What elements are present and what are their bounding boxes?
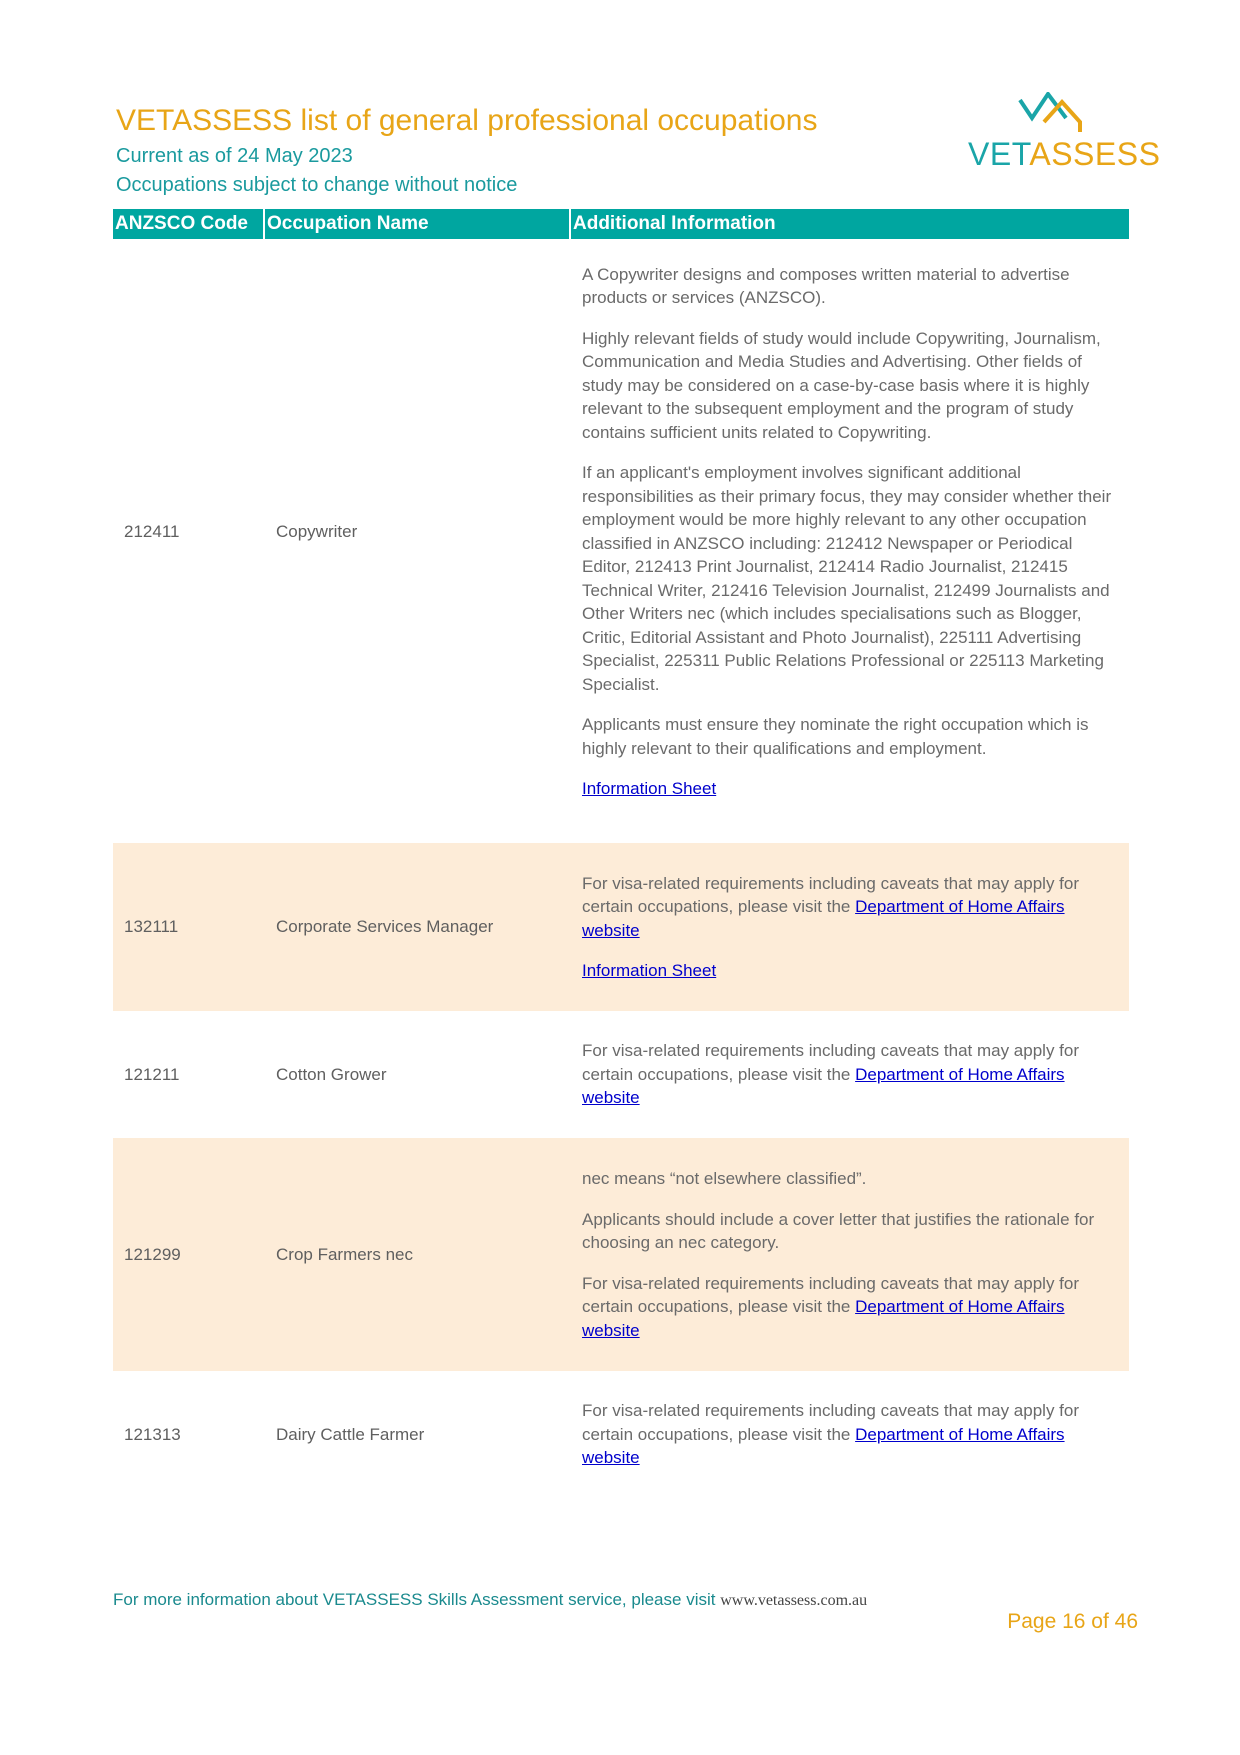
home-affairs-link[interactable]: Department of Home Affairs website bbox=[582, 897, 1065, 940]
home-affairs-link[interactable]: Department of Home Affairs website bbox=[582, 1424, 1065, 1468]
info-paragraph: Applicants must ensure they nominate the right occupation which is highly relevant to their qualifications and employment. bbox=[582, 715, 1089, 758]
occupation-name: Cotton Grower bbox=[276, 1064, 387, 1084]
info-paragraph: For visa-related requirements including caveats that may apply for certain occupations, please visit the Department of Home Affairs website bbox=[582, 1041, 1080, 1108]
occupation-name: Copywriter bbox=[276, 521, 358, 541]
column-header-name: Occupation Name bbox=[265, 209, 571, 239]
additional-info bbox=[571, 1039, 1129, 1110]
footer-note: For more information about VETASSESS Skills Assessment service, please visit www.vetassess.com.au bbox=[113, 1590, 868, 1609]
info-paragraph: A Copywriter designs and composes written material to advertise products or services (ANZSCO). bbox=[582, 264, 1070, 307]
info-paragraph: For visa-related requirements including caveats that may apply for certain occupations, please visit the Department of Home Affairs website bbox=[582, 1273, 1080, 1340]
table-row bbox=[113, 1011, 1129, 1138]
home-affairs-link[interactable]: Department of Home Affairs website bbox=[582, 1064, 1065, 1108]
table-row bbox=[113, 1371, 1129, 1498]
column-header-code: ANZSCO Code bbox=[113, 209, 265, 239]
anzsco-code: 121313 bbox=[124, 1424, 181, 1444]
subtitle-notice: Occupations subject to change without notice bbox=[116, 174, 518, 196]
page-number: Page 16 of 46 bbox=[1007, 1610, 1138, 1633]
occupation-name: Corporate Services Manager bbox=[276, 917, 494, 936]
information-sheet-link[interactable]: Information Sheet bbox=[582, 779, 717, 798]
logo-wordmark: VETASSESS bbox=[968, 136, 1161, 172]
table-row bbox=[113, 1138, 1129, 1371]
info-paragraph: If an applicant's employment involves significant additional responsibilities as their primary focus, they may consider whether their employment would be more highly relevant to any other occupation classified in ANZSCO including: 212412 Newspaper or Periodical Editor, 212413 Print Journalist, 212414 Radio Journalist, 212415 Technical Writer, 212416 Television Journalist, 212499 Journalists and Other Writers nec (which includes specialisations such as Blogger, Critic, Editorial Assistant and Photo Journalist), 225111 Advertising Specialist, 225311 Public Relations Professional or 225113 Marketing Specialist. bbox=[582, 463, 1112, 694]
anzsco-code: 132111 bbox=[124, 917, 179, 936]
occupation-name: Crop Farmers nec bbox=[276, 1244, 413, 1264]
additional-info bbox=[571, 1167, 1129, 1342]
anzsco-code: 121211 bbox=[124, 1064, 180, 1084]
info-paragraph: Highly relevant fields of study would include Copywriting, Journalism, Communication and Media Studies and Advertising. Other fields of study may be considered on a case-by-case basis where it is highly relevant to the subsequent employment and the program of study contains sufficient units related to Copywriting. bbox=[582, 328, 1101, 442]
occupations-table bbox=[113, 209, 1129, 1468]
table-row bbox=[113, 245, 1129, 818]
additional-info bbox=[571, 263, 1129, 801]
table-row bbox=[113, 843, 1129, 1011]
additional-info bbox=[571, 1399, 1129, 1470]
info-paragraph: For visa-related requirements including caveats that may apply for certain occupations, please visit the Department of Home Affairs website bbox=[582, 873, 1080, 940]
info-paragraph: nec means “not elsewhere classified”. bbox=[582, 1169, 867, 1188]
page-title: VETASSESS list of general professional occupations bbox=[116, 104, 818, 137]
footer-url: www.vetassess.com.au bbox=[720, 1592, 868, 1609]
logo-mark-icon bbox=[1018, 92, 1088, 136]
column-header-info: Additional Information bbox=[573, 213, 776, 234]
table-header bbox=[113, 209, 1129, 239]
anzsco-code: 121299 bbox=[124, 1244, 181, 1264]
info-paragraph: For visa-related requirements including caveats that may apply for certain occupations, please visit the Department of Home Affairs website bbox=[582, 1401, 1080, 1468]
information-sheet-link[interactable]: Information Sheet bbox=[582, 961, 717, 980]
home-affairs-link[interactable]: Department of Home Affairs website bbox=[582, 1297, 1065, 1340]
vetassess-logo bbox=[968, 92, 1161, 176]
additional-info bbox=[571, 872, 1129, 983]
anzsco-code: 212411 bbox=[124, 521, 180, 541]
subtitle-date: Current as of 24 May 2023 bbox=[116, 145, 353, 167]
info-paragraph: Applicants should include a cover letter that justifies the rationale for choosing an nec category. bbox=[582, 1209, 1095, 1252]
occupation-name: Dairy Cattle Farmer bbox=[276, 1424, 425, 1444]
